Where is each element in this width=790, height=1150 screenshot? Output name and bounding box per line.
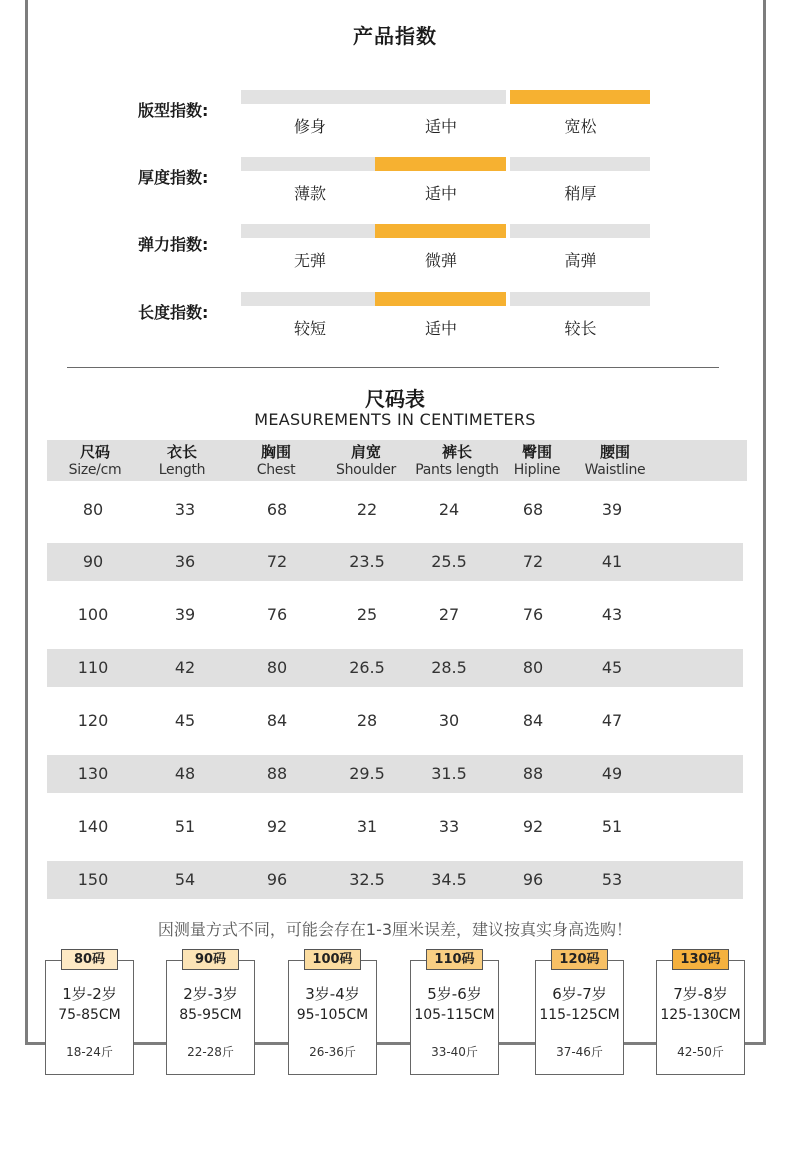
size-card bbox=[410, 952, 499, 1075]
size-badge: 130码 bbox=[672, 949, 729, 970]
size-badge: 100码 bbox=[304, 949, 361, 970]
table-cell: 22 bbox=[356, 500, 378, 519]
table-cell: 150 bbox=[77, 870, 109, 889]
table-row bbox=[47, 808, 743, 846]
table-cell: 100 bbox=[77, 605, 109, 624]
index-option-label: 宽松 bbox=[564, 117, 597, 136]
table-cell: 88 bbox=[266, 764, 288, 783]
table-header-cell bbox=[316, 443, 416, 479]
table-header-cell bbox=[226, 443, 326, 479]
table-cell: 92 bbox=[522, 817, 544, 836]
table-cell: 72 bbox=[266, 552, 288, 571]
header-en-label: Chest bbox=[256, 462, 296, 478]
index-row bbox=[0, 224, 790, 284]
table-cell: 76 bbox=[266, 605, 288, 624]
header-en-label: Hipline bbox=[513, 462, 561, 478]
table-cell: 25.5 bbox=[431, 552, 467, 571]
table-cell: 51 bbox=[601, 817, 623, 836]
index-row bbox=[0, 157, 790, 217]
table-row bbox=[47, 755, 743, 793]
index-label: 版型指数: bbox=[138, 101, 209, 120]
table-cell: 32.5 bbox=[349, 870, 385, 889]
size-badge: 110码 bbox=[426, 949, 483, 970]
table-cell: 84 bbox=[266, 711, 288, 730]
size-card bbox=[535, 952, 624, 1075]
index-bar-segment bbox=[241, 157, 378, 171]
index-option-label: 无弹 bbox=[293, 251, 326, 270]
table-row bbox=[47, 491, 743, 529]
header-cn-label: 尺码 bbox=[79, 443, 110, 461]
table-row bbox=[47, 861, 743, 899]
height-range: 95-105CM bbox=[296, 1007, 369, 1023]
height-range: 75-85CM bbox=[58, 1007, 121, 1023]
table-cell: 72 bbox=[522, 552, 544, 571]
table-cell: 110 bbox=[77, 658, 109, 677]
table-cell: 45 bbox=[174, 711, 196, 730]
index-option-label: 修身 bbox=[293, 117, 326, 136]
header-cn-label: 腰围 bbox=[599, 443, 630, 461]
header-en-label: Pants length bbox=[415, 462, 499, 478]
table-cell: 54 bbox=[174, 870, 196, 889]
index-bar-segment bbox=[375, 90, 506, 104]
table-cell: 92 bbox=[266, 817, 288, 836]
age-range: 5岁-6岁 bbox=[427, 985, 482, 1003]
size-card bbox=[288, 952, 377, 1075]
header-en-label: Shoulder bbox=[336, 462, 396, 478]
age-range: 7岁-8岁 bbox=[673, 985, 728, 1003]
table-cell: 76 bbox=[522, 605, 544, 624]
table-cell: 33 bbox=[438, 817, 460, 836]
size-badge: 90码 bbox=[182, 949, 239, 970]
size-card bbox=[45, 952, 134, 1075]
table-header-cell bbox=[565, 443, 665, 479]
index-bar-segment bbox=[241, 90, 378, 104]
table-cell: 29.5 bbox=[349, 764, 385, 783]
size-card bbox=[656, 952, 745, 1075]
index-option-label: 较长 bbox=[564, 319, 597, 338]
table-cell: 30 bbox=[438, 711, 460, 730]
table-cell: 88 bbox=[522, 764, 544, 783]
table-row bbox=[47, 702, 743, 740]
header-cn-label: 臀围 bbox=[521, 443, 552, 461]
table-header-cell bbox=[132, 443, 232, 479]
table-cell: 34.5 bbox=[431, 870, 467, 889]
weight-range: 18-24斤 bbox=[66, 1045, 113, 1059]
header-cn-label: 肩宽 bbox=[350, 443, 381, 461]
table-cell: 90 bbox=[82, 552, 104, 571]
table-header-cell bbox=[45, 443, 145, 479]
index-label: 厚度指数: bbox=[138, 168, 209, 187]
product-index-title: 产品指数 bbox=[353, 24, 437, 48]
index-option-label: 适中 bbox=[424, 319, 457, 338]
size-badge: 120码 bbox=[551, 949, 608, 970]
table-cell: 130 bbox=[77, 764, 109, 783]
size-card bbox=[166, 952, 255, 1075]
table-cell: 80 bbox=[266, 658, 288, 677]
age-range: 6岁-7岁 bbox=[552, 985, 607, 1003]
header-cn-label: 衣长 bbox=[166, 443, 197, 461]
index-option-label: 较短 bbox=[293, 319, 326, 338]
index-bar-segment bbox=[375, 224, 506, 238]
index-bar-segment bbox=[241, 224, 378, 238]
height-range: 115-125CM bbox=[539, 1007, 620, 1023]
weight-range: 37-46斤 bbox=[556, 1045, 603, 1059]
table-cell: 68 bbox=[266, 500, 288, 519]
index-option-label: 稍厚 bbox=[564, 184, 597, 203]
weight-range: 22-28斤 bbox=[187, 1045, 234, 1059]
index-label: 长度指数: bbox=[138, 303, 209, 322]
table-cell: 39 bbox=[601, 500, 623, 519]
table-row bbox=[47, 596, 743, 634]
index-bar-segment bbox=[375, 292, 506, 306]
table-cell: 24 bbox=[438, 500, 460, 519]
index-bar-segment bbox=[241, 292, 378, 306]
table-cell: 28 bbox=[356, 711, 378, 730]
size-chart-title: 尺码表 bbox=[365, 387, 425, 411]
table-cell: 80 bbox=[82, 500, 104, 519]
table-cell: 47 bbox=[601, 711, 623, 730]
table-cell: 36 bbox=[174, 552, 196, 571]
index-row bbox=[0, 292, 790, 352]
table-cell: 49 bbox=[601, 764, 623, 783]
size-chart-subtitle: MEASUREMENTS IN CENTIMETERS bbox=[254, 410, 536, 429]
table-cell: 96 bbox=[522, 870, 544, 889]
header-cn-label: 裤长 bbox=[441, 443, 472, 461]
table-cell: 120 bbox=[77, 711, 109, 730]
table-cell: 140 bbox=[77, 817, 109, 836]
index-bar-segment bbox=[510, 90, 650, 104]
table-cell: 26.5 bbox=[349, 658, 385, 677]
table-cell: 96 bbox=[266, 870, 288, 889]
table-cell: 84 bbox=[522, 711, 544, 730]
table-cell: 23.5 bbox=[349, 552, 385, 571]
table-cell: 39 bbox=[174, 605, 196, 624]
table-cell: 53 bbox=[601, 870, 623, 889]
table-cell: 41 bbox=[601, 552, 623, 571]
table-cell: 27 bbox=[438, 605, 460, 624]
weight-range: 26-36斤 bbox=[309, 1045, 356, 1059]
table-cell: 42 bbox=[174, 658, 196, 677]
height-range: 85-95CM bbox=[179, 1007, 242, 1023]
index-label: 弹力指数: bbox=[138, 235, 209, 254]
table-cell: 25 bbox=[356, 605, 378, 624]
table-cell: 31.5 bbox=[431, 764, 467, 783]
table-cell: 43 bbox=[601, 605, 623, 624]
index-bar-segment bbox=[510, 157, 650, 171]
table-cell: 33 bbox=[174, 500, 196, 519]
table-row bbox=[47, 649, 743, 687]
header-en-label: Size/cm bbox=[68, 462, 122, 478]
weight-range: 42-50斤 bbox=[677, 1045, 724, 1059]
index-option-label: 适中 bbox=[424, 184, 457, 203]
index-bar-segment bbox=[510, 292, 650, 306]
height-range: 125-130CM bbox=[660, 1007, 741, 1023]
table-row bbox=[47, 543, 743, 581]
table-cell: 48 bbox=[174, 764, 196, 783]
table-cell: 28.5 bbox=[431, 658, 467, 677]
weight-range: 33-40斤 bbox=[431, 1045, 478, 1059]
index-option-label: 微弹 bbox=[424, 251, 457, 270]
index-row bbox=[0, 90, 790, 150]
frame-bottom-border bbox=[25, 1042, 766, 1045]
index-option-label: 薄款 bbox=[293, 184, 326, 203]
table-cell: 45 bbox=[601, 658, 623, 677]
section-divider bbox=[67, 367, 719, 368]
index-option-label: 高弹 bbox=[564, 251, 597, 270]
age-range: 2岁-3岁 bbox=[183, 985, 238, 1003]
table-cell: 51 bbox=[174, 817, 196, 836]
index-bar-segment bbox=[375, 157, 506, 171]
size-badge: 80码 bbox=[61, 949, 118, 970]
header-cn-label: 胸围 bbox=[260, 443, 291, 461]
height-range: 105-115CM bbox=[414, 1007, 495, 1023]
header-en-label: Length bbox=[158, 462, 206, 478]
header-en-label: Waistline bbox=[584, 462, 646, 478]
size-table-header bbox=[47, 440, 747, 481]
table-cell: 68 bbox=[522, 500, 544, 519]
measurement-note: 因测量方式不同，可能会存在1-3厘米误差，建议按真实身高选购！ bbox=[157, 920, 633, 939]
index-bar-segment bbox=[510, 224, 650, 238]
age-range: 3岁-4岁 bbox=[305, 985, 360, 1003]
table-cell: 80 bbox=[522, 658, 544, 677]
index-option-label: 适中 bbox=[424, 117, 457, 136]
table-cell: 31 bbox=[356, 817, 378, 836]
age-range: 1岁-2岁 bbox=[62, 985, 117, 1003]
